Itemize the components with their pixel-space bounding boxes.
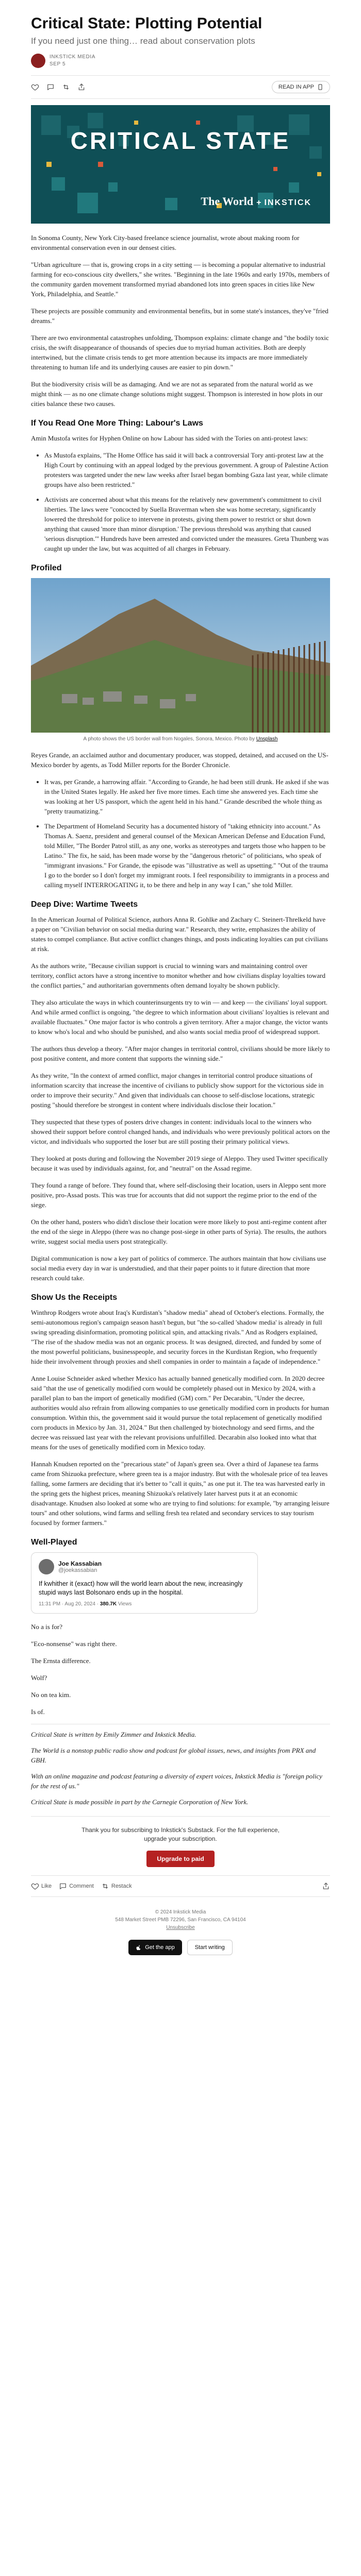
comment-button[interactable] [46, 83, 55, 91]
section-heading-receipts: Show Us the Receipts [31, 1293, 118, 1302]
publication-avatar[interactable] [31, 54, 45, 68]
get-the-app-button[interactable] [128, 1940, 182, 1955]
upgrade-cta-text: Thank you for subscribing to Inkstick's Substack. For the full experience, upgrade your subscription. [81, 1826, 280, 1842]
brand-separator: + [256, 198, 261, 207]
receipts-paragraph: Winthrop Rodgers wrote about Iraq's Kurdistan's "shadow media" ahead of October's elections. Formally, the semi-autonomous region's campaign season hasn't begun, but "the so-called 'shadow media' is already in full swing spreading disinformation, promoting political spin, and attacking rivals." And as Rodgers explained, "The rise of the shadow media was not an organic process. It was designed, directed, and funded by some of the most powerful politicians, businesspeople, and security forces in the Kurdistan Region, who frequently hide their involvement through proxies and shell companies in order to maintain a façade of independence." [31, 1309, 324, 1365]
read-in-app-button[interactable] [272, 81, 330, 93]
receipts-paragraph: Hannah Knudsen reported on the "precarious state" of Japan's green sea. Over a third of Japanese tea farms came from Shizuoka prefecture, where green tea is a major industry. But with the wholesale price of tea leaves falling, some farmers are deciding that it's better to "call it quits," as one put it. The tea was harvested early in the spring gets the highest prices, meaning Shizuoka's relatively later harvest puts it at an economic disadvantage. Knudsen also looked at some who are trying to find solutions: for example, "by arranging leisure tours" and other solutions, wind farms and selling fresh tea related and secondary services to stay tourism focused by former farmers." [31, 1460, 330, 1527]
apple-icon [136, 1944, 142, 1951]
tweet-author [58, 1560, 102, 1573]
post-title[interactable]: Critical State: Plotting Potential [31, 15, 262, 32]
post-subtitle: If you need just one thing… read about conservation plots [31, 36, 255, 46]
site-footer [31, 1908, 330, 1931]
newsletter-column [31, 0, 330, 1955]
list-item: • As Mustofa explains, "The Home Office has said it will back a controversial Tory anti-protest law at the High Court by continuing with an appeal lodged by the previous government. A group of Palestine Action protesters was targeted under the new law weeks after Israel began bombing Gaza last year, while climate groups have also been restricted." [44, 450, 330, 489]
credit-line: Critical State is made possible in part by the Carnegie Corporation of New York. [31, 1798, 249, 1806]
list-item: • Activists are concerned about what this means for the relatively new government's commitment to civil liberties. The laws were "concocted by Suella Braverman when she was home secretary, significantly lowered the threshold for police to intervene in protests, giving them power to restrict or shut down anything that caused 'more than minor disruption.' The previous threshold was anything that caused 'serious disruption.'" Hundreds have been arrested and convicted under the measures. Greta Thunberg was caught up under the law, but was acquitted of all charges in February. [44, 495, 330, 553]
critical-state-banner [31, 105, 330, 224]
banner-title: CRITICAL STATE [70, 127, 291, 154]
tweet-text: If kwhither it (exact) how will the world learn about the new, increasingly stupid ways last Bolsonaro ends up in the hospital. [39, 1580, 243, 1596]
restack-button[interactable] [101, 1882, 132, 1890]
intro-paragraph: But the biodiversity crisis will be as damaging. And we are not as separated from the natural world as we might think — as no one climate change solutions might suggest. Thompson is interested in how plots in our cities balance these two causes. [31, 380, 323, 408]
list-item: • It was, per Grande, a harrowing affair. "According to Grande, he had been still drunk. He asked if she was in the United States legally. He asked her five more times. Each time she answered yes. Each time she was looking at her US passport, which the agent held in his hand." Grande described the whole thing as "pretty traumatizing." [44, 777, 330, 816]
caption-credit-link[interactable]: Unsplash [256, 736, 278, 742]
heart-icon [31, 83, 39, 91]
well-played-line: Wolf? [31, 1674, 47, 1682]
well-played-line: Is of. [31, 1708, 45, 1716]
banner-brand [201, 195, 311, 208]
wartime-paragraph: Digital communication is now a key part of politics of commerce. The authors maintain that how civilians use social media every day in war is understudied, and that their paper points to it future direction that more research could take. [31, 1255, 326, 1282]
figure-caption [31, 736, 330, 743]
bottom-action-bar [31, 1875, 330, 1897]
tweet-avatar[interactable] [39, 1559, 54, 1574]
byline-row [31, 54, 330, 68]
like-button[interactable] [31, 1882, 52, 1890]
border-wall-figure [31, 578, 330, 743]
section-lead: Amin Mustofa writes for Hyphen Online on how Labour has sided with the Tories on anti-protest laws: [31, 434, 308, 442]
section-heading-labours-laws: If You Read One More Thing: Labour's Laws [31, 419, 203, 428]
action-group [31, 83, 86, 91]
comment-icon [46, 83, 55, 91]
embedded-tweet[interactable] [31, 1552, 258, 1614]
upgrade-to-paid-button[interactable]: Upgrade to paid [146, 1851, 214, 1867]
tweet-header [39, 1559, 250, 1574]
well-played-line: The Ernsta difference. [31, 1657, 91, 1665]
photo-artwork [31, 578, 330, 733]
list-item: • The Department of Homeland Security has a documented history of "taking ethnicity into account." As Thomas A. Saenz, president and general counsel of the Mexican American Defense and Education Fund, told Miller, "The Border Patrol still, as any one, works as stereotypes and targets those who happen to be Latino." The fix, he said, has been made worse by the "dangerous rhetoric" of politicians, who speak of "immigrant invasions." For Grande, the episode was "illustrative as well as upsetting." "Out of the trauma I go to the border so I don't forget my immigrant roots. I feel responsibility to immigrants in a process and calling myself INTERROGATING it, to be there and help in any way I can," she told Miller. [44, 821, 330, 890]
comment-icon [59, 1882, 67, 1890]
publication-name[interactable]: INKSTICK MEDIA [50, 54, 95, 60]
get-the-app-label: Get the app [145, 1944, 175, 1951]
profiled-list [31, 777, 330, 890]
top-action-bar [31, 76, 330, 98]
comment-label: Comment [69, 1883, 94, 1889]
well-played-line: No on tea kim. [31, 1691, 71, 1699]
section-heading-wartime-tweets: Deep Dive: Wartime Tweets [31, 900, 138, 909]
wartime-paragraph: On the other hand, posters who didn't disclose their location were more likely to post anti-regime content after the end of the siege in Aleppo (there was no change post-siege in other parts of Syria). The results, the authors write, suggest social media users post strategically. [31, 1218, 327, 1245]
post-date: SEP 5 [50, 61, 66, 67]
heart-icon [31, 1882, 39, 1890]
mailing-address: 548 Market Street PMB 72296, San Francisco, CA 94104 [115, 1917, 246, 1923]
app-links [31, 1940, 330, 1955]
tweet-time[interactable]: 11:31 PM · Aug 20, 2024 · [39, 1601, 99, 1607]
unsubscribe-link[interactable]: Unsubscribe [166, 1925, 195, 1930]
intro-paragraph: In Sonoma County, New York City-based freelance science journalist, wrote about making room for environmental conservation even in our densest cities. [31, 234, 300, 251]
intro-paragraph: "Urban agriculture — that is, growing crops in a city setting — is becoming a popular alternative to industrial farming for eco-conscious city dwellers," she writes. "Beginning in the late 1960s and early 1970s, members of the community garden movement transformed myriad abandoned lots into green spaces in cities like New York, Philadelphia, and Seattle." [31, 261, 330, 298]
wartime-paragraph: They also articulate the ways in which counterinsurgents try to win — and keep — the civilians' loyal support. And while armed conflict is ongoing, "the degree to which information about civilians' loyalties is relevant and available fluctuates." One major factor is who controls a given territory. After a major change, the victor wants to know who's local and who should be punished, and also wants social media proof of widespread support. [31, 998, 329, 1036]
like-button[interactable] [31, 83, 39, 91]
credits [31, 1730, 330, 1807]
start-writing-button[interactable] [187, 1940, 233, 1955]
tweet-author-name[interactable]: Joe Kassabian [58, 1560, 102, 1567]
caption-text: A photo shows the US border wall from Nogales, Sonora, Mexico. Photo by [83, 736, 255, 742]
section-heading-profiled: Profiled [31, 564, 62, 572]
credit-line: The World is a nonstop public radio show and podcast for global issues, news, and insights from PRX and GBH. [31, 1747, 316, 1764]
restack-label: Restack [111, 1883, 132, 1889]
profiled-paragraph: Reyes Grande, an acclaimed author and documentary producer, was stopped, detained, and accused on the US-Mexico border by agents, as Todd Miller reports for the Border Chronicle. [31, 751, 329, 769]
well-played-line: "Eco-nonsense" was right there. [31, 1640, 117, 1648]
byline [50, 54, 95, 68]
comment-button[interactable] [59, 1882, 94, 1890]
tweet-meta [39, 1601, 250, 1607]
tweet-author-handle[interactable]: @joekassabian [58, 1567, 97, 1573]
bottom-action-group [31, 1882, 132, 1890]
border-wall-photo[interactable] [31, 578, 330, 733]
restack-icon [101, 1882, 109, 1890]
receipts-paragraph: Anne Louise Schneider asked whether Mexico has actually banned genetically modified corn. In 2020 decree said "that the use of genetically modified corn would be completely phased out in Mexico by 2024, with a parallel plan to ban the import of genetically modified (GM) corn." Per Decarabin, "Under the decree, authorities would also refrain from allowing companies to use genetically modified corn in products for human consumption. Within this, the government said it would pursue the total replacement of genetically modified corn products in Mexico by Jan. 31, 2024." But then challenged by biotechnology and seed firms, and the decree was reissued last year with the relevant provisions unfulfilled. Decarabin also looked into what that means for the uses of genetically modified corn in Mexico today. [31, 1375, 329, 1451]
like-label: Like [41, 1883, 52, 1889]
copyright: © 2024 Inkstick Media [155, 1909, 206, 1915]
tweet-views-count: 380.7K [100, 1601, 117, 1607]
intro-paragraph: These projects are possible community and environmental benefits, but in some state's instances, they've "fried dreams." [31, 307, 329, 325]
wartime-paragraph: They suspected that these types of posters drive changes in content: individuals local to the winners who showed their support before control changed hands, and individuals who were previously political actors on the victor, and individuals who supported the loser but are still posting their primary political views. [31, 1118, 330, 1145]
wartime-paragraph: They found a range of before. They found that, where self-disclosing their location, users in Aleppo sent more positive, pro-Assad posts. This was true for accounts that did not support the regime prior to the end of the siege. [31, 1181, 326, 1209]
wartime-paragraph: They looked at posts during and following the November 2019 siege of Aleppo. They used Twitter specifically because it was used by individuals against, for, and "neutral" on the Assad regime. [31, 1155, 328, 1172]
share-icon [77, 83, 86, 91]
the-world-logo: The World [201, 195, 254, 208]
inkstick-logo: INKSTICK [264, 198, 311, 207]
post-header [31, 0, 330, 99]
well-played-line: No a is for? [31, 1623, 63, 1631]
wartime-paragraph: As they write, "In the context of armed conflict, major changes in territorial control produce situations of information scarcity that increase the incentive of civilians to publicly show support for the victorious side in order to improve their security." And given that individuals can choose to self-disclose locations, strategic posting "should therefore be strongest in content where individuals disclose their location." [31, 1072, 324, 1109]
tweet-views-label: Views [118, 1601, 132, 1607]
wartime-paragraph: As the authors write, "Because civilian support is crucial to winning wars and maintaining control over territory, conflict actors have a strong incentive to monitor whether and how civilians display loyalties toward the conflict parties," and authoritarian governments often demand loyalty be shown publicly. [31, 962, 325, 989]
intro-paragraph: There are two environmental catastrophes unfolding, Thompson explains: climate change and "the bodily toxic crisis, the swift disappearance of thousands of species due to myriad human activities. Both are deeply intertwined, but the climate crisis tends to get more attention because its impacts are more immediately threatening to human life and its underlying causes are easier to pin down." [31, 334, 329, 371]
share-button[interactable] [77, 83, 86, 91]
start-writing-label: Start writing [194, 1944, 225, 1951]
post-body [31, 233, 330, 1807]
subscription-footer [31, 1816, 330, 1867]
restack-icon [62, 83, 70, 91]
read-in-app-label: READ IN APP [278, 84, 314, 90]
labours-laws-list [31, 450, 330, 553]
share-icon [322, 1882, 330, 1890]
wartime-paragraph: The authors thus develop a theory. "After major changes in territorial control, civilians should be more likely to post positive content, and more content that supports the winning side." [31, 1045, 330, 1062]
phone-icon [317, 84, 323, 90]
section-heading-well-played: Well-Played [31, 1538, 77, 1547]
share-button[interactable] [322, 1882, 330, 1890]
restack-button[interactable] [62, 83, 70, 91]
wartime-paragraph: In the American Journal of Political Science, authors Anna R. Gohlke and Zachary C. Steinert-Threlkeld have a paper on "Civilian behavior on social media during war." Research, they write, emphasizes the ability of states to compel compliance. But active conflict changes things, and posts indicating loyalties can put civilians at risk. [31, 916, 328, 953]
credit-line: Critical State is written by Emily Zimmer and Inkstick Media. [31, 1731, 196, 1738]
credit-line: With an online magazine and podcast featuring a diversity of expert voices, Inkstick Media is "foreign policy for the rest of us." [31, 1772, 322, 1790]
header-divider-bottom [31, 98, 330, 99]
